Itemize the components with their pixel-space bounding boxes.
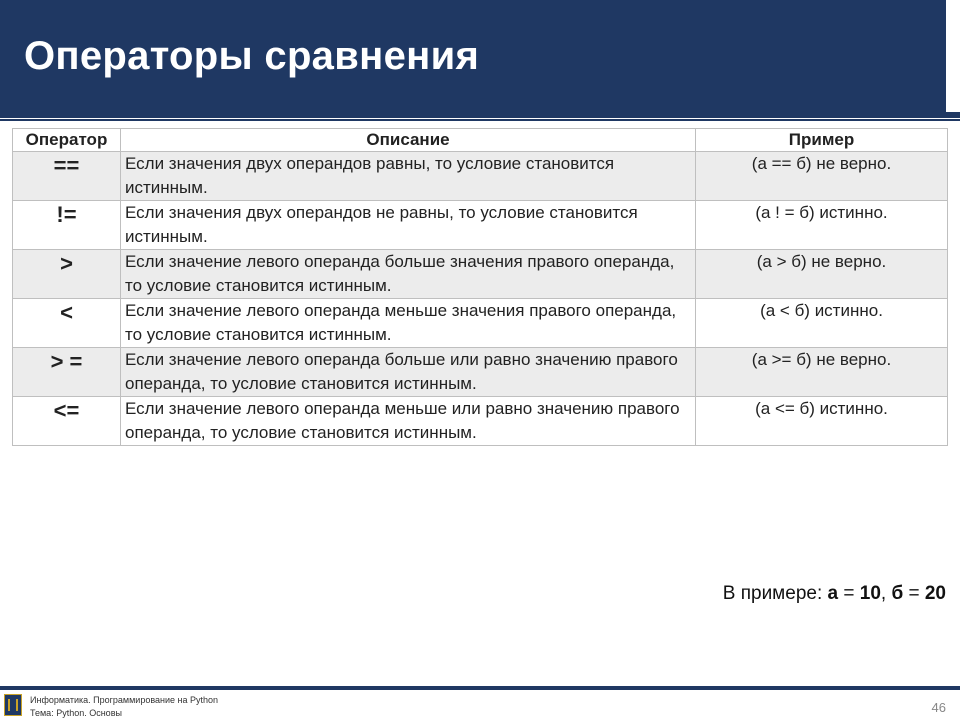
institution-logo-icon [4, 694, 22, 716]
header-operator: Оператор [13, 129, 121, 152]
operator-cell: > [13, 250, 121, 299]
description-cell: Если значение левого операнда меньше значения правого операнда, то условие становится истинным. [121, 299, 696, 348]
note-sep: , [880, 583, 892, 604]
note-eq2: = [903, 583, 925, 604]
table-row [13, 201, 948, 250]
example-cell: (а >= б) не верно. [696, 348, 948, 397]
example-cell: (а <= б) истинно. [696, 397, 948, 446]
page-number: 46 [931, 700, 946, 715]
description-cell: Если значение левого операнда больше значения правого операнда, то условие становится истинным. [121, 250, 696, 299]
operator-cell: <= [13, 397, 121, 446]
footer-line-1: Информатика. Программирование на Python [30, 695, 219, 705]
operators-table [12, 128, 948, 446]
slide-title: Операторы сравнения [24, 34, 480, 78]
header-rule [0, 112, 960, 118]
operator-cell: == [13, 152, 121, 201]
header-panel [0, 0, 960, 112]
table-row [13, 152, 948, 201]
operator-cell: > = [13, 348, 121, 397]
slide-header [0, 0, 960, 112]
example-cell: (а ! = б) истинно. [696, 201, 948, 250]
table-row [13, 250, 948, 299]
note-a-value: 10 [859, 583, 881, 604]
operator-cell: < [13, 299, 121, 348]
operator-cell: != [13, 201, 121, 250]
table-header-row [13, 129, 948, 152]
footer-rule [0, 686, 960, 690]
note-b-value: 20 [924, 583, 946, 604]
table-row [13, 397, 948, 446]
description-cell: Если значение левого операнда больше или равно значению правого операнда, то условие становится истинным. [121, 348, 696, 397]
note-prefix: В примере: [722, 583, 828, 604]
header-rule-thin [0, 119, 960, 121]
example-cell: (а < б) истинно. [696, 299, 948, 348]
note-eq1: = [838, 583, 860, 604]
note-a-label: а [827, 583, 839, 604]
description-cell: Если значения двух операндов не равны, то условие становится истинным. [121, 201, 696, 250]
example-cell: (а > б) не верно. [696, 250, 948, 299]
example-cell: (а == б) не верно. [696, 152, 948, 201]
note-b-label: б [891, 583, 904, 604]
description-cell: Если значение левого операнда меньше или равно значению правого операнда, то условие становится истинным. [121, 397, 696, 446]
header-example: Пример [696, 129, 948, 152]
table-row [13, 348, 948, 397]
description-cell: Если значения двух операндов равны, то условие становится истинным. [121, 152, 696, 201]
table-row [13, 299, 948, 348]
example-values-note [723, 583, 946, 605]
footer-line-2: Тема: Python. Основы [30, 708, 122, 718]
footer-course-info [30, 694, 218, 720]
header-description: Описание [121, 129, 696, 152]
